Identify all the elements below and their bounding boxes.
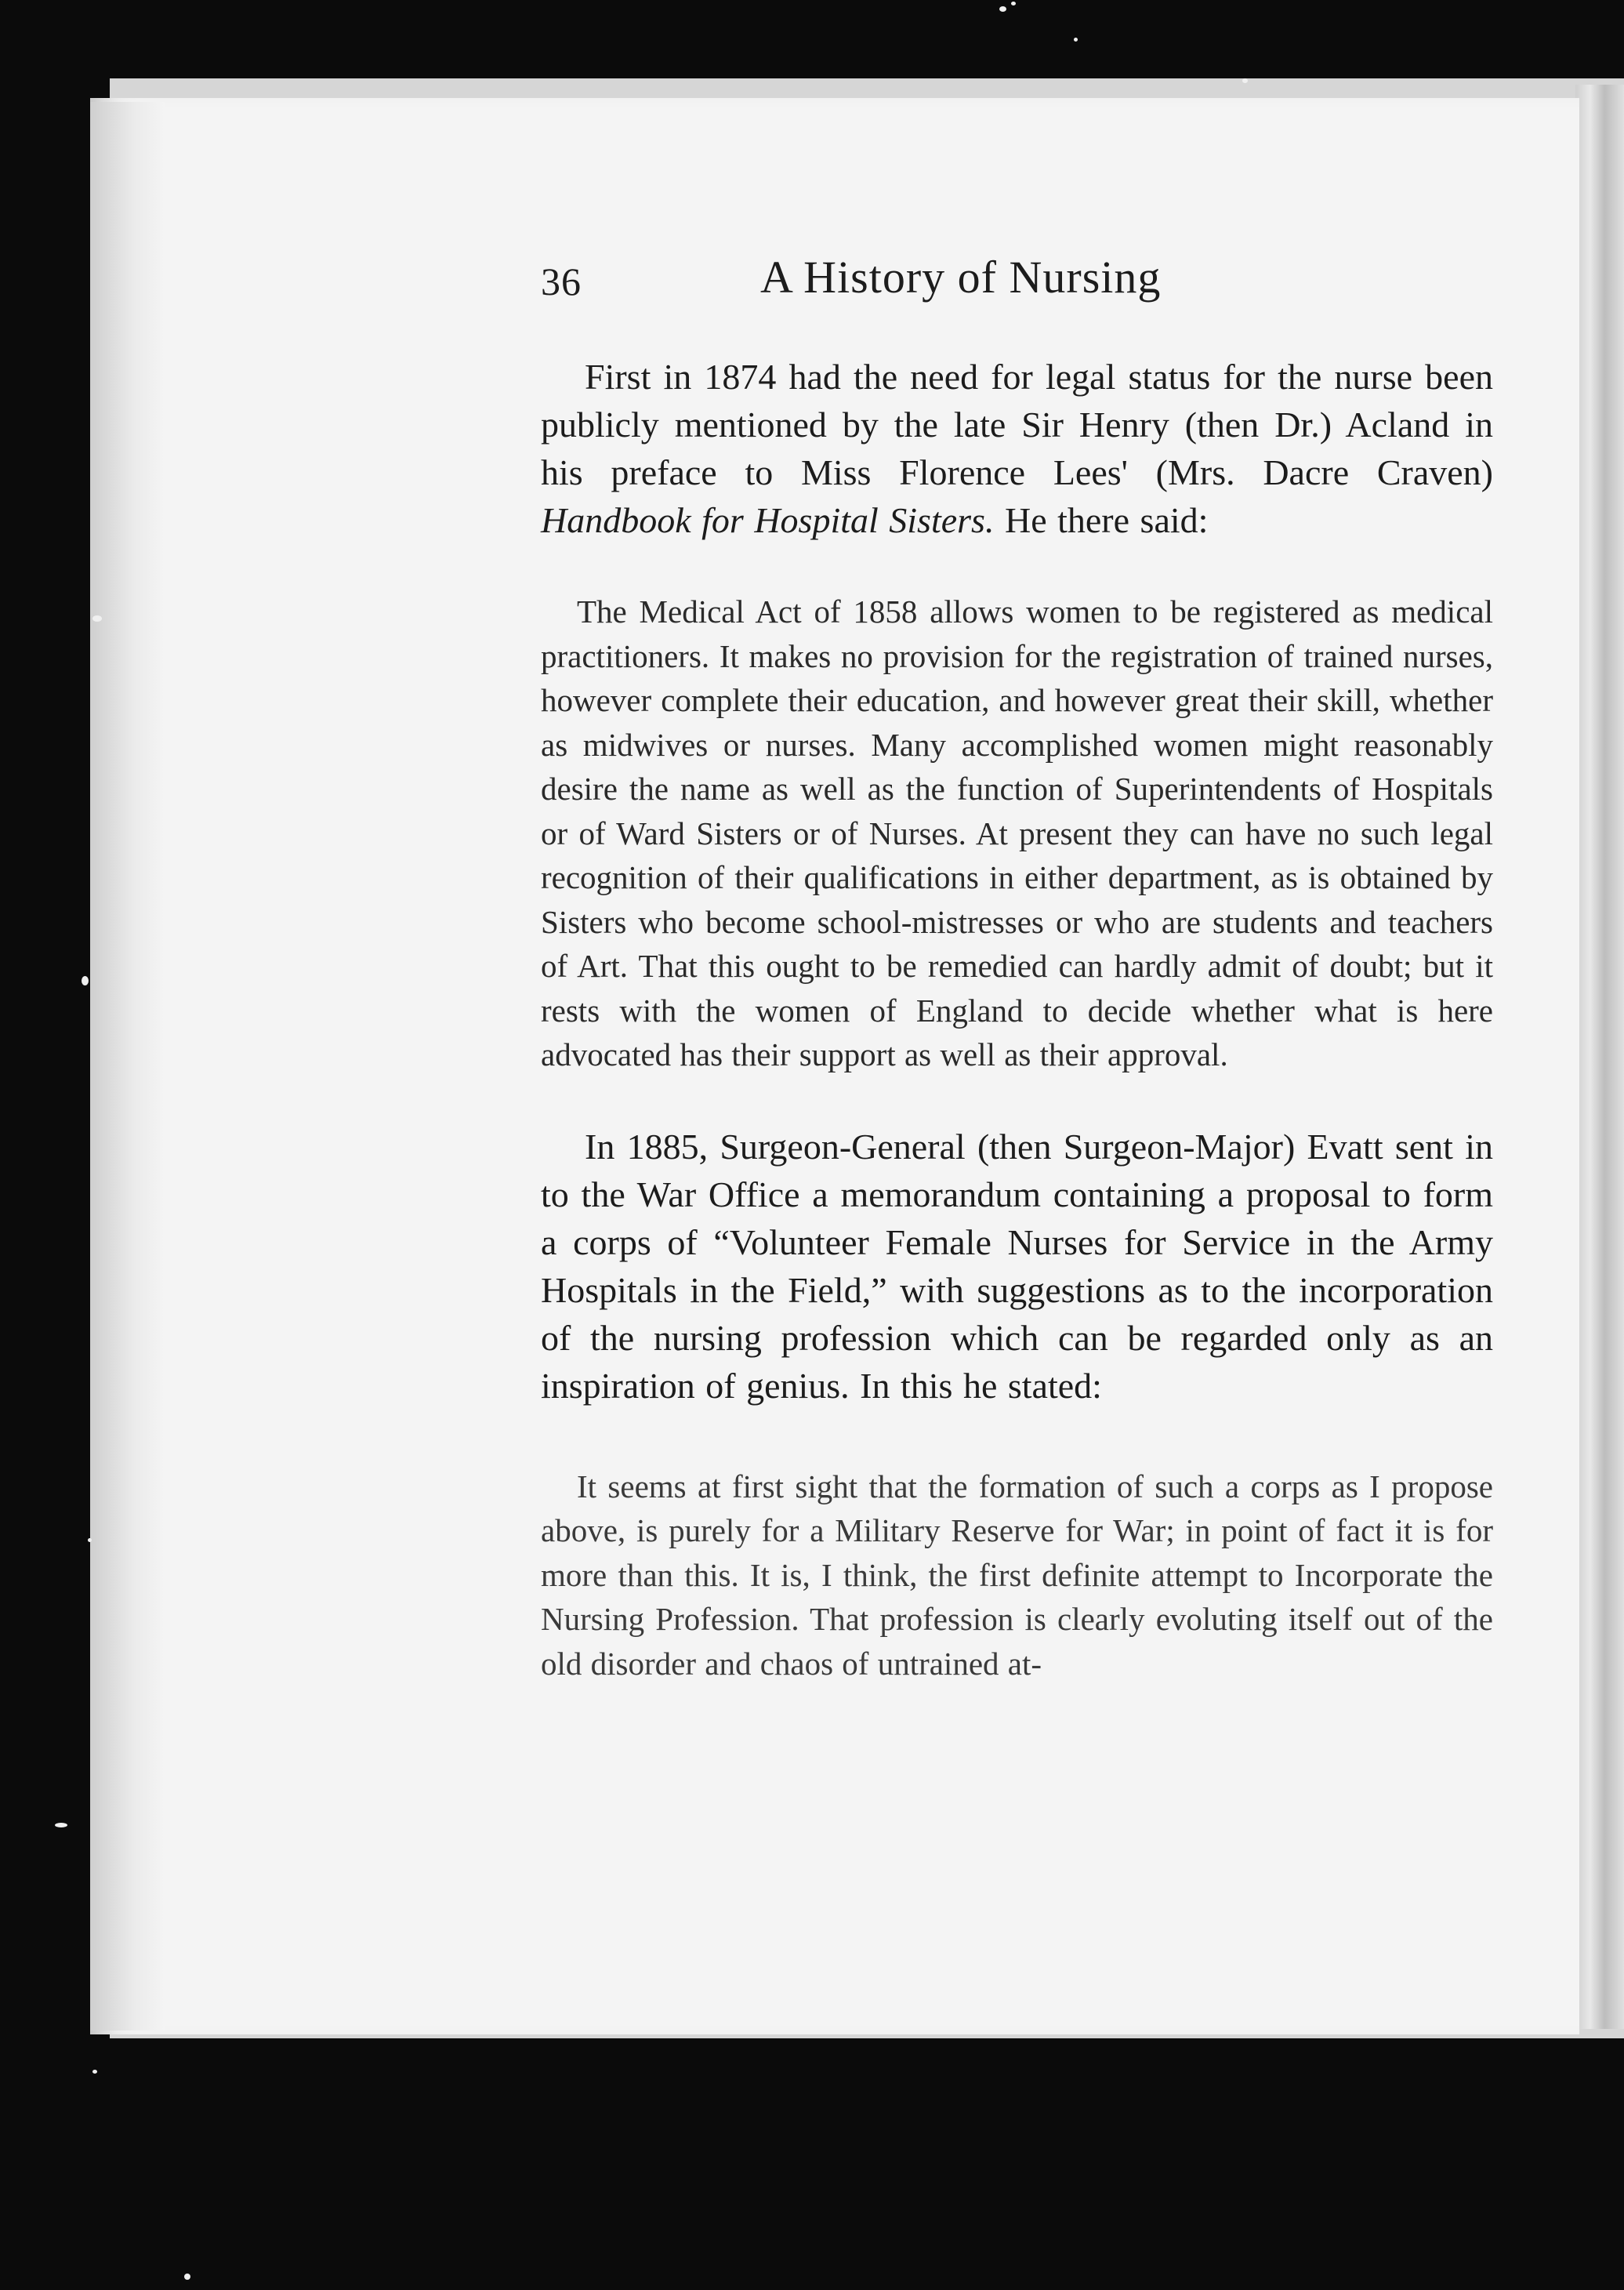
block-quote-2: It seems at first sight that the formation of such a corps as I propose above, is purely for a Military Reserve for War; in point of fact it is for more than this. It is, I think, the first definite attempt to Incorporate the Nursing Profession. That profession is clearly evoluting itself out of the old disorder and chaos of untrained at- bbox=[541, 1468, 1493, 1682]
dust-speck bbox=[999, 6, 1006, 12]
dust-speck bbox=[88, 1538, 92, 1542]
paragraph-2: In 1885, Surgeon-General (then Surgeon-Major) Evatt sent in to the War Office a memorandum containing a proposal to form a corps of “Volunteer Female Nurses for Service in the Army Hospitals in the Field,” with suggestions as to the incorporation of the nursing profession which can be regarded only as an inspiration of genius. In this he stated: bbox=[541, 1126, 1493, 1406]
page-gutter-shadow bbox=[90, 102, 165, 2031]
book-title: Handbook for Hospital Sisters. bbox=[541, 500, 995, 540]
block-quote-1: The Medical Act of 1858 allows women to be registered as medical practitioners. It makes no provision for the registration of trained nurses, however complete their education, and however great their skill, whether as midwives or nurses. Many accomplished women might reasonably desire the name as well as the function of Superintendents of Hospitals or of Ward Sisters or of Nurses. At present they can have no such legal recognition of their qualifications in either department, as is obtained by Sisters who become school-mistresses or who are students and teachers of Art. That this ought to be remedied can hardly admit of doubt; but it rests with the women of England to decide whether what is here advocated has their support as well as their approval. bbox=[541, 593, 1493, 1072]
dust-speck bbox=[55, 1823, 67, 1827]
dust-speck bbox=[1011, 2, 1016, 5]
dust-speck bbox=[184, 2274, 190, 2280]
dust-speck bbox=[1074, 38, 1078, 42]
dust-speck bbox=[92, 615, 102, 622]
dust-speck bbox=[92, 2070, 97, 2074]
page-text-block bbox=[541, 251, 1493, 1686]
dust-speck bbox=[1242, 78, 1248, 83]
page-number: 36 bbox=[541, 259, 582, 303]
running-title: A History of Nursing bbox=[760, 252, 1162, 303]
paragraph-1-text: First in 1874 had the need for legal status for the nurse been publicly mentioned by the late Sir Henry (then Dr.) Acland in his preface to Miss Florence Lees' (Mrs. Dacre Craven) bbox=[541, 357, 1493, 492]
page-stack-edge bbox=[1575, 85, 1624, 2029]
page-header bbox=[541, 251, 1493, 321]
paragraph-1 bbox=[541, 353, 1493, 544]
paragraph-1-ending: He there said: bbox=[994, 500, 1209, 540]
dust-speck bbox=[82, 976, 89, 985]
